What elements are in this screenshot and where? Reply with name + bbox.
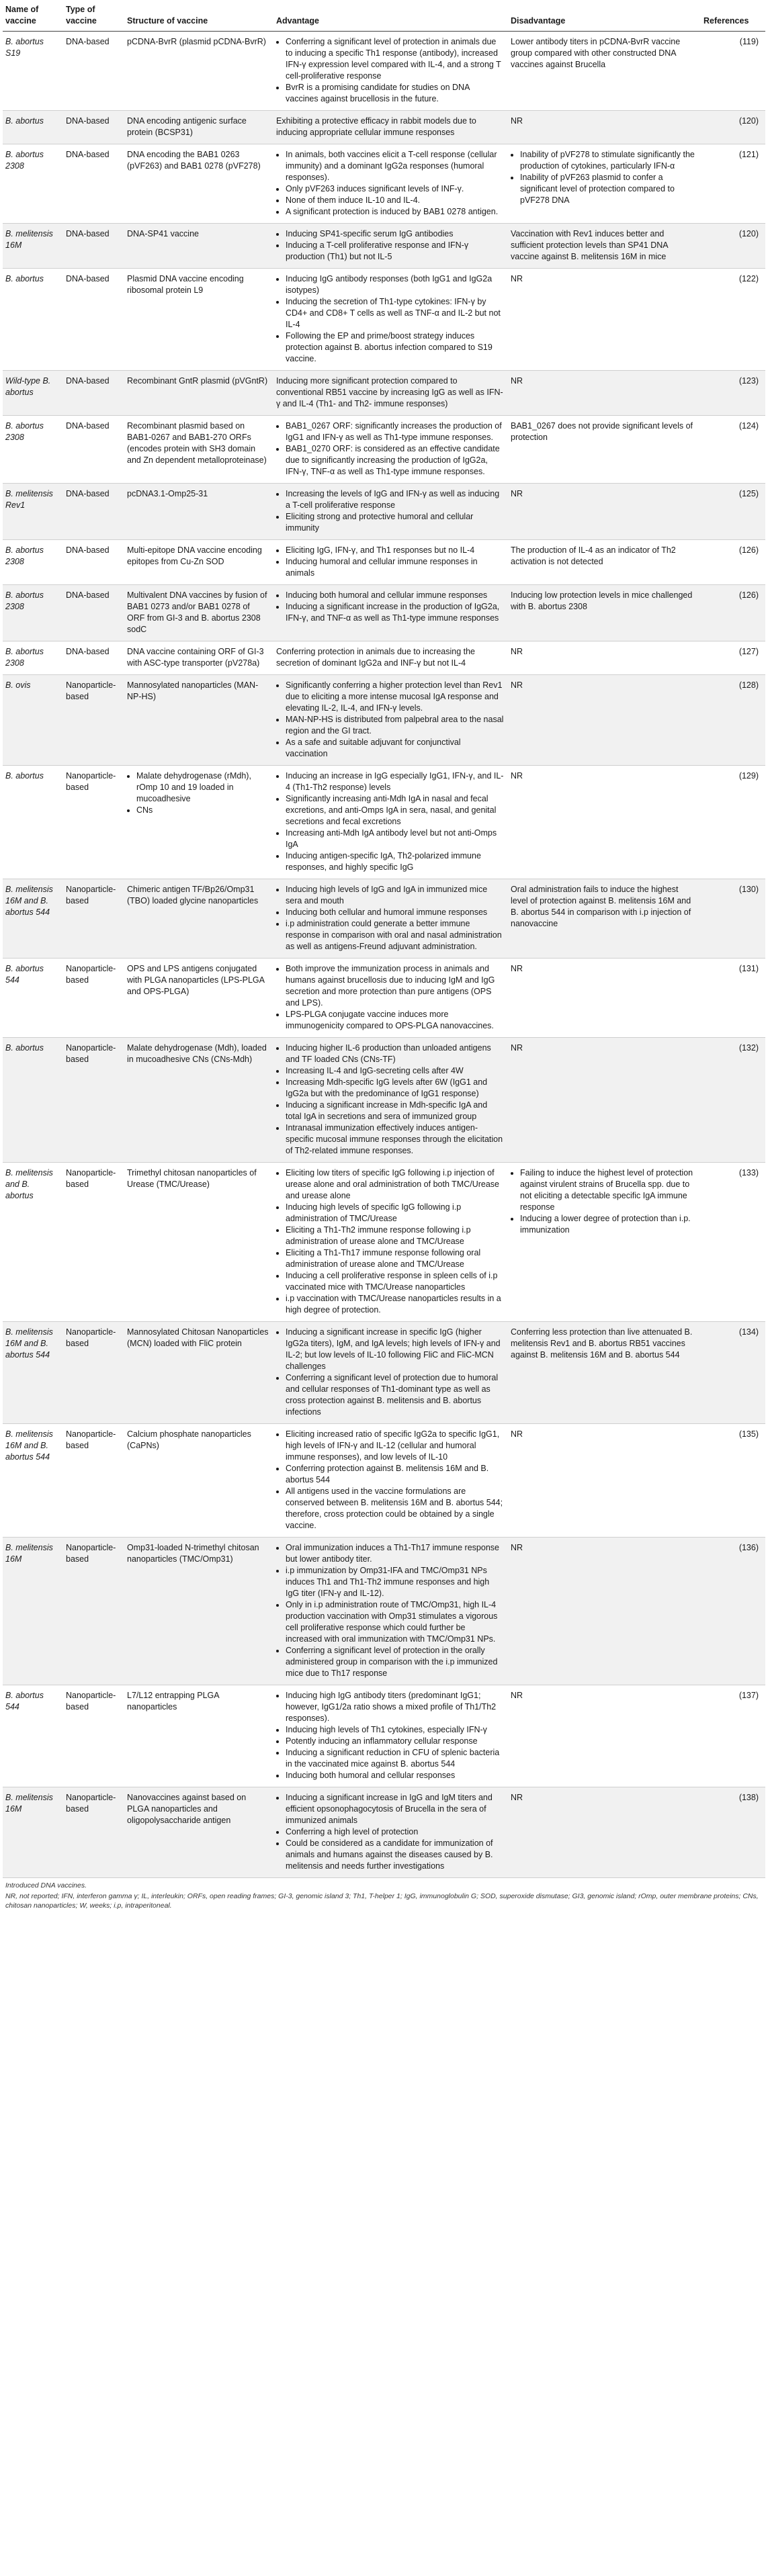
cell-advantage bbox=[273, 675, 508, 766]
cell-advantage-list bbox=[276, 1042, 504, 1157]
cell-reference: (120) bbox=[701, 111, 765, 144]
cell-advantage-item: • Both improve the immunization process in animals and humans against brucellosis due to inducing IgM and IgG secretion and more protection than pure antigens (OPS and LPS). bbox=[286, 963, 504, 1009]
table-row bbox=[3, 540, 765, 585]
cell-advantage-item: • As a safe and suitable adjuvant for conjunctival vaccination bbox=[286, 737, 504, 760]
cell-disadvantage: NR bbox=[508, 1787, 701, 1878]
cell-vaccine-type: DNA-based bbox=[63, 585, 124, 641]
cell-vaccine-type: Nanoparticle-based bbox=[63, 1163, 124, 1322]
cell-advantage-item: • Eliciting IgG, IFN-γ, and Th1 responses but no IL-4 bbox=[286, 545, 504, 556]
cell-advantage-item: • BAB1_0267 ORF: significantly increases the production of IgG1 and IFN-γ as well as Th1-type immune responses. bbox=[286, 420, 504, 443]
cell-vaccine-name: B. ovis bbox=[3, 675, 63, 766]
cell-disadvantage bbox=[508, 1322, 701, 1424]
table-row bbox=[3, 416, 765, 484]
cell-advantage-item: • Inducing a significant increase in Mdh-specific IgA and total IgA in secretions and sera of immunized group bbox=[286, 1100, 504, 1122]
cell-advantage-item: • Inducing both humoral and cellular responses bbox=[286, 1770, 504, 1781]
cell-advantage-list bbox=[276, 149, 504, 218]
cell-reference: (138) bbox=[701, 1787, 765, 1878]
cell-disadvantage bbox=[508, 416, 701, 484]
table-row bbox=[3, 766, 765, 879]
cell-vaccine-name: B. abortus bbox=[3, 111, 63, 144]
table-row bbox=[3, 1163, 765, 1322]
cell-advantage-list bbox=[276, 545, 504, 579]
cell-vaccine-name: B. melitensis and B. abortus bbox=[3, 1163, 63, 1322]
cell-advantage-item: • i.p vaccination with TMC/Urease nanoparticles results in a high degree of protection. bbox=[286, 1293, 504, 1316]
cell-disadvantage bbox=[508, 540, 701, 585]
cell-disadvantage-item: Oral administration fails to induce the highest level of protection against B. melitensis 16M and B. abortus 544 in comparison with i.p injection of nanovaccine bbox=[511, 885, 691, 928]
cell-advantage-item: • Inducing a cell proliferative response in spleen cells of i.p vaccinated mice with TMC/Urease nanoparticles bbox=[286, 1270, 504, 1293]
cell-advantage-item: • Increasing Mdh-specific IgG levels after 6W (IgG1 and IgG2a but with the predominance of IgG1 response) bbox=[286, 1077, 504, 1100]
cell-advantage-item: • Conferring a significant level of protection in animals due to inducing a specific Th1 response (antibody), increased IFN-γ expression level compared with IL-4, and a strong T cell-proliferative response bbox=[286, 36, 504, 82]
cell-advantage-item: • i.p immunization by Omp31-IFA and TMC/Omp31 NPs induces Th1 and Th1-Th2 immune responses and high IgG titer (IFN-γ and IL-12). bbox=[286, 1565, 504, 1599]
cell-advantage-item: • Eliciting strong and protective humoral and cellular immunity bbox=[286, 511, 504, 534]
cell-vaccine-structure: Trimethyl chitosan nanoparticles of Urease (TMC/Urease) bbox=[124, 1163, 273, 1322]
table-row bbox=[3, 111, 765, 144]
cell-advantage-list bbox=[276, 36, 504, 105]
cell-advantage-list bbox=[276, 1792, 504, 1872]
cell-advantage-list bbox=[276, 273, 504, 365]
cell-reference: (136) bbox=[701, 1538, 765, 1685]
cell-vaccine-name: B. melitensis 16M bbox=[3, 1538, 63, 1685]
table-row bbox=[3, 1685, 765, 1787]
cell-advantage-item: • MAN-NP-HS is distributed from palpebral area to the nasal region and the GI tract. bbox=[286, 714, 504, 737]
cell-advantage-item: • Significantly conferring a higher protection level than Rev1 due to eliciting a more intense mucosal IgA response and elevating IL-2, IL-4, and IFN-γ levels. bbox=[286, 680, 504, 714]
cell-vaccine-name: B. abortus 2308 bbox=[3, 416, 63, 484]
cell-disadvantage: NR bbox=[508, 1038, 701, 1163]
cell-advantage-item: • Eliciting increased ratio of specific IgG2a to specific IgG1, high levels of IFN-γ and IL-12 (cellular and humoral immune responses), and low levels of IL-10 bbox=[286, 1429, 504, 1463]
cell-disadvantage-list bbox=[511, 1167, 697, 1236]
cell-vaccine-structure-item: • CNs bbox=[136, 805, 269, 816]
cell-advantage-item: • Inducing a significant increase in the production of IgG2a, IFN-γ, and TNF-α as well as Th1-type immune responses bbox=[286, 601, 504, 624]
cell-reference: (121) bbox=[701, 144, 765, 224]
cell-advantage bbox=[273, 1163, 508, 1322]
cell-reference: (126) bbox=[701, 540, 765, 585]
cell-advantage-list bbox=[276, 1542, 504, 1679]
table-row bbox=[3, 1787, 765, 1878]
cell-vaccine-name: Wild-type B. abortus bbox=[3, 371, 63, 416]
header-disadvantage: Disadvantage bbox=[508, 0, 701, 32]
cell-advantage-item: • Significantly increasing anti-Mdh IgA in nasal and fecal excretions, and anti-Omps IgA in sera, nasal, and genital secretions and fecal excretions bbox=[286, 793, 504, 828]
cell-reference: (132) bbox=[701, 1038, 765, 1163]
header-name: Name of vaccine bbox=[3, 0, 63, 32]
cell-vaccine-structure: L7/L12 entrapping PLGA nanoparticles bbox=[124, 1685, 273, 1787]
cell-advantage bbox=[273, 585, 508, 641]
cell-advantage-item: • Eliciting a Th1-Th17 immune response following oral administration of urease alone and TMC/Urease bbox=[286, 1247, 504, 1270]
cell-vaccine-name: B. melitensis 16M and B. abortus 544 bbox=[3, 1424, 63, 1538]
table-row bbox=[3, 675, 765, 766]
cell-vaccine-type: DNA-based bbox=[63, 371, 124, 416]
table-row bbox=[3, 1538, 765, 1685]
cell-vaccine-structure: Recombinant plasmid based on BAB1-0267 and BAB1-270 ORFs (encodes protein with SH3 domain and Zn dependent metalloproteinase) bbox=[124, 416, 273, 484]
cell-advantage-item: • LPS-PLGA conjugate vaccine induces more immunogenicity compared to OPS-PLGA nanovaccines. bbox=[286, 1009, 504, 1032]
table-row bbox=[3, 32, 765, 111]
cell-disadvantage: NR bbox=[508, 371, 701, 416]
header-references: References bbox=[701, 0, 765, 32]
table-row bbox=[3, 371, 765, 416]
cell-disadvantage: NR bbox=[508, 675, 701, 766]
cell-advantage-list bbox=[276, 963, 504, 1032]
cell-advantage-list bbox=[276, 420, 504, 478]
cell-vaccine-structure-list bbox=[127, 770, 269, 816]
cell-advantage-item: • Inducing both cellular and humoral immune responses bbox=[286, 907, 504, 918]
cell-advantage-item: • Conferring protection against B. melitensis 16M and B. abortus 544 bbox=[286, 1463, 504, 1486]
cell-reference: (128) bbox=[701, 675, 765, 766]
cell-vaccine-structure: Mannosylated Chitosan Nanoparticles (MCN) loaded with FliC protein bbox=[124, 1322, 273, 1424]
cell-advantage bbox=[273, 224, 508, 269]
cell-disadvantage: NR bbox=[508, 959, 701, 1038]
cell-vaccine-type: DNA-based bbox=[63, 484, 124, 540]
cell-disadvantage: NR bbox=[508, 484, 701, 540]
cell-vaccine-type: DNA-based bbox=[63, 416, 124, 484]
cell-advantage-item: • Inducing high levels of Th1 cytokines, especially IFN-γ bbox=[286, 1724, 504, 1736]
cell-advantage-list bbox=[276, 884, 504, 952]
cell-reference: (129) bbox=[701, 766, 765, 879]
cell-advantage-item: • Could be considered as a candidate for immunization of animals and humans against the diseases caused by B. melitensis and needs further investigations bbox=[286, 1838, 504, 1872]
cell-disadvantage: NR bbox=[508, 641, 701, 675]
cell-vaccine-type: Nanoparticle-based bbox=[63, 1322, 124, 1424]
cell-advantage-item: • All antigens used in the vaccine formulations are conserved between B. melitensis 16M and B. abortus 544; therefore, cross protection could be obtained by a single vaccine. bbox=[286, 1486, 504, 1531]
cell-vaccine-name: B. abortus S19 bbox=[3, 32, 63, 111]
cell-vaccine-name: B. abortus bbox=[3, 269, 63, 371]
cell-advantage-item: • Intranasal immunization effectively induces antigen-specific mucosal immune responses through the elicitation of Th2-related immune responses. bbox=[286, 1122, 504, 1157]
cell-advantage-list bbox=[276, 1690, 504, 1781]
cell-advantage-item: Conferring protection in animals due to increasing the secretion of dominant IgG2a and INF-γ but not IL-4 bbox=[276, 647, 476, 668]
cell-advantage bbox=[273, 959, 508, 1038]
cell-reference: (134) bbox=[701, 1322, 765, 1424]
cell-disadvantage bbox=[508, 879, 701, 959]
cell-vaccine-structure: Omp31-loaded N-trimethyl chitosan nanoparticles (TMC/Omp31) bbox=[124, 1538, 273, 1685]
cell-reference: (125) bbox=[701, 484, 765, 540]
cell-vaccine-structure: Recombinant GntR plasmid (pVGntR) bbox=[124, 371, 273, 416]
cell-advantage-list bbox=[276, 1167, 504, 1316]
cell-advantage-item: • None of them induce IL-10 and IL-4. bbox=[286, 195, 504, 206]
cell-vaccine-structure: Calcium phosphate nanoparticles (CaPNs) bbox=[124, 1424, 273, 1538]
cell-advantage bbox=[273, 416, 508, 484]
header-structure: Structure of vaccine bbox=[124, 0, 273, 32]
table-row bbox=[3, 641, 765, 675]
cell-disadvantage-item: The production of IL-4 as an indicator of Th2 activation is not detected bbox=[511, 545, 676, 566]
table-row bbox=[3, 959, 765, 1038]
cell-vaccine-name: B. abortus 2308 bbox=[3, 585, 63, 641]
cell-vaccine-type: DNA-based bbox=[63, 144, 124, 224]
cell-advantage-item: • In animals, both vaccines elicit a T-cell response (cellular immunity) and a dominant IgG2a responses (humoral responses). bbox=[286, 149, 504, 183]
cell-vaccine-type: DNA-based bbox=[63, 641, 124, 675]
cell-advantage bbox=[273, 540, 508, 585]
cell-vaccine-type: Nanoparticle-based bbox=[63, 1787, 124, 1878]
cell-advantage-item: • Inducing a significant increase in specific IgG (higher IgG2a titers), IgM, and IgA levels; high levels of IFN-γ and IL-2; but low levels of IL-10 following FliC and FliC-MCN challenges bbox=[286, 1327, 504, 1372]
cell-disadvantage bbox=[508, 585, 701, 641]
cell-advantage-item: • Inducing high levels of specific IgG following i.p administration of TMC/Urease bbox=[286, 1202, 504, 1225]
cell-vaccine-structure: DNA vaccine containing ORF of GI-3 with ASC-type transporter (pV278a) bbox=[124, 641, 273, 675]
cell-vaccine-structure: DNA encoding the BAB1 0263 (pVF263) and BAB1 0278 (pVF278) bbox=[124, 144, 273, 224]
cell-advantage-item: • Inducing both humoral and cellular immune responses bbox=[286, 590, 504, 601]
table-row bbox=[3, 269, 765, 371]
cell-advantage-item: • Inducing high IgG antibody titers (predominant IgG1; however, IgG1/2a ratio shows a mixed profile of Th1/Th2 responses). bbox=[286, 1690, 504, 1724]
cell-vaccine-name: B. melitensis 16M and B. abortus 544 bbox=[3, 1322, 63, 1424]
cell-reference: (123) bbox=[701, 371, 765, 416]
vaccine-table-document bbox=[3, 0, 765, 1910]
cell-advantage-item: • Inducing a significant increase in IgG and IgM titers and efficient opsonophagocytosis of Brucella in the sera of immunized animals bbox=[286, 1792, 504, 1826]
cell-advantage bbox=[273, 269, 508, 371]
cell-vaccine-name: B. abortus 2308 bbox=[3, 144, 63, 224]
cell-vaccine-type: Nanoparticle-based bbox=[63, 879, 124, 959]
header-row bbox=[3, 0, 765, 32]
cell-advantage-item: • A significant protection is induced by BAB1 0278 antigen. bbox=[286, 206, 504, 218]
cell-advantage-list bbox=[276, 1327, 504, 1418]
cell-vaccine-structure: DNA encoding antigenic surface protein (BCSP31) bbox=[124, 111, 273, 144]
cell-disadvantage-item: BAB1_0267 does not provide significant levels of protection bbox=[511, 421, 693, 442]
cell-advantage-item: • Eliciting a Th1-Th2 immune response following i.p administration of urease alone and TMC/Urease bbox=[286, 1225, 504, 1247]
table-row bbox=[3, 585, 765, 641]
cell-vaccine-structure: Multi-epitope DNA vaccine encoding epitopes from Cu-Zn SOD bbox=[124, 540, 273, 585]
cell-advantage bbox=[273, 641, 508, 675]
cell-vaccine-structure-item: • Malate dehydrogenase (rMdh), rOmp 10 and 19 loaded in mucoadhesive bbox=[136, 770, 269, 805]
cell-vaccine-name: B. abortus 2308 bbox=[3, 641, 63, 675]
cell-advantage-item: • Inducing a significant reduction in CFU of splenic bacteria in the vaccinated mice against B. abortus 544 bbox=[286, 1747, 504, 1770]
cell-disadvantage-item: Inducing low protection levels in mice challenged with B. abortus 2308 bbox=[511, 590, 693, 611]
cell-advantage-item: • Inducing antigen-specific IgA, Th2-polarized immune responses, and highly specific IgG bbox=[286, 850, 504, 873]
cell-advantage-list bbox=[276, 590, 504, 624]
cell-advantage bbox=[273, 766, 508, 879]
cell-advantage-item: • Only in i.p administration route of TMC/Omp31, high IL-4 production vaccination with Omp31 stimulates a vigorous cell proliferative response which could further be increased with oral immunization with TMC/Omp31 NPs. bbox=[286, 1599, 504, 1645]
cell-vaccine-name: B. melitensis 16M bbox=[3, 224, 63, 269]
cell-vaccine-structure: Mannosylated nanoparticles (MAN-NP-HS) bbox=[124, 675, 273, 766]
cell-advantage-item: • Conferring a high level of protection bbox=[286, 1826, 504, 1838]
header-advantage: Advantage bbox=[273, 0, 508, 32]
table-row bbox=[3, 1038, 765, 1163]
cell-vaccine-structure bbox=[124, 766, 273, 879]
cell-disadvantage-item: • Inability of pVF278 to stimulate significantly the production of cytokines, particularly IFN-α bbox=[520, 149, 697, 172]
table-body bbox=[3, 32, 765, 1878]
cell-vaccine-type: DNA-based bbox=[63, 269, 124, 371]
cell-reference: (122) bbox=[701, 269, 765, 371]
cell-advantage-item: • Increasing anti-Mdh IgA antibody level but not anti-Omps IgA bbox=[286, 828, 504, 850]
cell-reference: (120) bbox=[701, 224, 765, 269]
cell-advantage bbox=[273, 32, 508, 111]
cell-vaccine-name: B. abortus bbox=[3, 1038, 63, 1163]
table-notes bbox=[3, 1881, 765, 1910]
cell-vaccine-structure: pcDNA3.1-Omp25-31 bbox=[124, 484, 273, 540]
cell-disadvantage: NR bbox=[508, 111, 701, 144]
cell-vaccine-type: Nanoparticle-based bbox=[63, 1538, 124, 1685]
cell-advantage-list bbox=[276, 1429, 504, 1531]
cell-vaccine-name: B. abortus 544 bbox=[3, 959, 63, 1038]
cell-advantage-item: • Inducing IgG antibody responses (both IgG1 and IgG2a isotypes) bbox=[286, 273, 504, 296]
cell-advantage bbox=[273, 371, 508, 416]
cell-advantage-item: • BAB1_0270 ORF: is considered as an effective candidate due to significantly increasing the production of IgG2a, IFN-γ, TNF-α as well as Th1-type immune responses. bbox=[286, 443, 504, 478]
cell-vaccine-name: B. melitensis 16M bbox=[3, 1787, 63, 1878]
cell-reference: (135) bbox=[701, 1424, 765, 1538]
cell-vaccine-type: Nanoparticle-based bbox=[63, 766, 124, 879]
cell-advantage-item: • Inducing a T-cell proliferative response and IFN-γ production (Th1) but not IL-5 bbox=[286, 240, 504, 263]
cell-advantage-item: • Inducing higher IL-6 production than unloaded antigens and TF loaded CNs (CNs-TF) bbox=[286, 1042, 504, 1065]
cell-advantage bbox=[273, 1038, 508, 1163]
cell-vaccine-structure: Nanovaccines against based on PLGA nanoparticles and oligopolysaccharide antigen bbox=[124, 1787, 273, 1878]
cell-vaccine-structure: DNA-SP41 vaccine bbox=[124, 224, 273, 269]
cell-disadvantage: NR bbox=[508, 1538, 701, 1685]
table-header bbox=[3, 0, 765, 32]
cell-advantage-item: • Increasing the levels of IgG and IFN-γ as well as inducing a T-cell proliferative response bbox=[286, 488, 504, 511]
table-row bbox=[3, 1322, 765, 1424]
cell-disadvantage-item: • Inability of pVF263 plasmid to confer a significant level of protection compared to pVF278 DNA bbox=[520, 172, 697, 206]
cell-disadvantage-item: • Failing to induce the highest level of protection against virulent strains of Brucella spp. due to not eliciting a detectable specific IgA immune response bbox=[520, 1167, 697, 1213]
cell-advantage-item: • Eliciting low titers of specific IgG following i.p injection of urease alone and oral administration of both TMC/Urease and urease alone bbox=[286, 1167, 504, 1202]
cell-advantage-list bbox=[276, 770, 504, 873]
cell-advantage-item: • i.p administration could generate a better immune response in comparison with oral and nasal administration as well as antigens-Freund adjuvant administration. bbox=[286, 918, 504, 952]
cell-advantage bbox=[273, 111, 508, 144]
cell-advantage-item: • Potently inducing an inflammatory cellular response bbox=[286, 1736, 504, 1747]
cell-reference: (124) bbox=[701, 416, 765, 484]
cell-advantage-item: • Inducing high levels of IgG and IgA in immunized mice sera and mouth bbox=[286, 884, 504, 907]
cell-advantage bbox=[273, 1424, 508, 1538]
cell-advantage-item: Exhibiting a protective efficacy in rabbit models due to inducing appropriate cellular immune responses bbox=[276, 116, 476, 137]
cell-advantage-item: • Inducing humoral and cellular immune responses in animals bbox=[286, 556, 504, 579]
cell-vaccine-type: Nanoparticle-based bbox=[63, 675, 124, 766]
cell-disadvantage: NR bbox=[508, 1424, 701, 1538]
cell-advantage-item: • Oral immunization induces a Th1-Th17 immune response but lower antibody titer. bbox=[286, 1542, 504, 1565]
cell-disadvantage: NR bbox=[508, 1685, 701, 1787]
cell-vaccine-type: DNA-based bbox=[63, 111, 124, 144]
cell-advantage bbox=[273, 879, 508, 959]
cell-reference: (130) bbox=[701, 879, 765, 959]
table-row bbox=[3, 484, 765, 540]
cell-advantage-item: • Increasing IL-4 and IgG-secreting cells after 4W bbox=[286, 1065, 504, 1077]
cell-advantage-list bbox=[276, 228, 504, 263]
cell-disadvantage: NR bbox=[508, 766, 701, 879]
cell-advantage-list bbox=[276, 488, 504, 534]
cell-vaccine-structure: pCDNA-BvrR (plasmid pCDNA-BvrR) bbox=[124, 32, 273, 111]
cell-advantage bbox=[273, 484, 508, 540]
table-row bbox=[3, 224, 765, 269]
cell-advantage-list bbox=[276, 680, 504, 760]
cell-reference: (126) bbox=[701, 585, 765, 641]
cell-disadvantage bbox=[508, 144, 701, 224]
header-type: Type of vaccine bbox=[63, 0, 124, 32]
cell-advantage-item: • Inducing an increase in IgG especially IgG1, IFN-γ, and IL-4 (Th1-Th2 response) levels bbox=[286, 770, 504, 793]
cell-reference: (133) bbox=[701, 1163, 765, 1322]
cell-vaccine-name: B. abortus 2308 bbox=[3, 540, 63, 585]
cell-disadvantage: NR bbox=[508, 269, 701, 371]
cell-disadvantage bbox=[508, 224, 701, 269]
cell-disadvantage-item: Conferring less protection than live attenuated B. melitensis Rev1 and B. abortus RB51 vaccines against B. melitensis 16M and B. abortus 544 bbox=[511, 1327, 693, 1360]
note-introduced: Introduced DNA vaccines. bbox=[5, 1881, 87, 1890]
cell-advantage-item: • Conferring a significant level of protection in the orally administered group in comparison with the i.p immunized mice due to Th17 response bbox=[286, 1645, 504, 1679]
cell-advantage-item: • Only pVF263 induces significant levels of INF-γ. bbox=[286, 183, 504, 195]
cell-vaccine-structure: Malate dehydrogenase (Mdh), loaded in mucoadhesive CNs (CNs-Mdh) bbox=[124, 1038, 273, 1163]
cell-advantage-item: • Following the EP and prime/boost strategy induces protection against B. abortus infection compared to S19 vaccine. bbox=[286, 330, 504, 365]
table-row bbox=[3, 144, 765, 224]
cell-advantage-item: • Inducing the secretion of Th1-type cytokines: IFN-γ by CD4+ and CD8+ T cells as well as TNF-α and IL-2 but not IL-4 bbox=[286, 296, 504, 330]
cell-vaccine-type: Nanoparticle-based bbox=[63, 959, 124, 1038]
cell-vaccine-name: B. melitensis 16M and B. abortus 544 bbox=[3, 879, 63, 959]
cell-reference: (131) bbox=[701, 959, 765, 1038]
note-abbreviations: NR, not reported; IFN, interferon gamma γ; IL, interleukin; ORFs, open reading frames; GI-3, genomic island 3; Th1, T-helper 1; IgG, immunoglobulin G; SOD, superoxide dismutase; GI3, genomic island; rOmp, outer membrane proteins; CNs, chitosan nanoparticles; W, weeks; i.p, intraperitoneal. bbox=[5, 1892, 759, 1910]
cell-advantage-item: Inducing more significant protection compared to conventional RB51 vaccine by increasing IgG as well as IFN-γ and IL-4 (Th1- and Th2- immune responses) bbox=[276, 376, 503, 408]
cell-vaccine-structure: Plasmid DNA vaccine encoding ribosomal protein L9 bbox=[124, 269, 273, 371]
cell-disadvantage-item: Vaccination with Rev1 induces better and sufficient protection levels than SP41 DNA vaccine against B. melitensis 16M in mice bbox=[511, 229, 668, 261]
cell-vaccine-structure: Chimeric antigen TF/Bp26/Omp31 (TBO) loaded glycine nanoparticles bbox=[124, 879, 273, 959]
cell-advantage bbox=[273, 1787, 508, 1878]
cell-disadvantage-item: • Inducing a lower degree of protection than i.p. immunization bbox=[520, 1213, 697, 1236]
cell-vaccine-type: DNA-based bbox=[63, 32, 124, 111]
cell-disadvantage-list bbox=[511, 149, 697, 206]
cell-vaccine-name: B. abortus 544 bbox=[3, 1685, 63, 1787]
cell-vaccine-name: B. abortus bbox=[3, 766, 63, 879]
cell-vaccine-type: Nanoparticle-based bbox=[63, 1424, 124, 1538]
table-row bbox=[3, 1424, 765, 1538]
cell-advantage bbox=[273, 1538, 508, 1685]
cell-vaccine-name: B. melitensis Rev1 bbox=[3, 484, 63, 540]
cell-disadvantage bbox=[508, 1163, 701, 1322]
cell-advantage bbox=[273, 1322, 508, 1424]
cell-vaccine-type: Nanoparticle-based bbox=[63, 1685, 124, 1787]
cell-vaccine-type: Nanoparticle-based bbox=[63, 1038, 124, 1163]
cell-advantage bbox=[273, 1685, 508, 1787]
cell-advantage-item: • BvrR is a promising candidate for studies on DNA vaccines against brucellosis in the future. bbox=[286, 82, 504, 105]
cell-vaccine-structure: OPS and LPS antigens conjugated with PLGA nanoparticles (LPS-PLGA and OPS-PLGA) bbox=[124, 959, 273, 1038]
cell-advantage-item: • Inducing SP41-specific serum IgG antibodies bbox=[286, 228, 504, 240]
cell-disadvantage bbox=[508, 32, 701, 111]
cell-disadvantage-item: Lower antibody titers in pCDNA-BvrR vaccine group compared with other constructed DNA vaccines against Brucella bbox=[511, 37, 681, 69]
cell-advantage-item: • Conferring a significant level of protection due to humoral and cellular responses of Th1-dominant type as well as cross protection against B. melitensis and B. abortus infections bbox=[286, 1372, 504, 1418]
vaccine-table bbox=[3, 0, 765, 1878]
cell-vaccine-type: DNA-based bbox=[63, 224, 124, 269]
cell-vaccine-structure: Multivalent DNA vaccines by fusion of BAB1 0273 and/or BAB1 0278 of ORF from GI-3 and B. abortus 2308 sodC bbox=[124, 585, 273, 641]
cell-reference: (119) bbox=[701, 32, 765, 111]
cell-vaccine-type: DNA-based bbox=[63, 540, 124, 585]
cell-advantage bbox=[273, 144, 508, 224]
table-row bbox=[3, 879, 765, 959]
cell-reference: (137) bbox=[701, 1685, 765, 1787]
cell-reference: (127) bbox=[701, 641, 765, 675]
